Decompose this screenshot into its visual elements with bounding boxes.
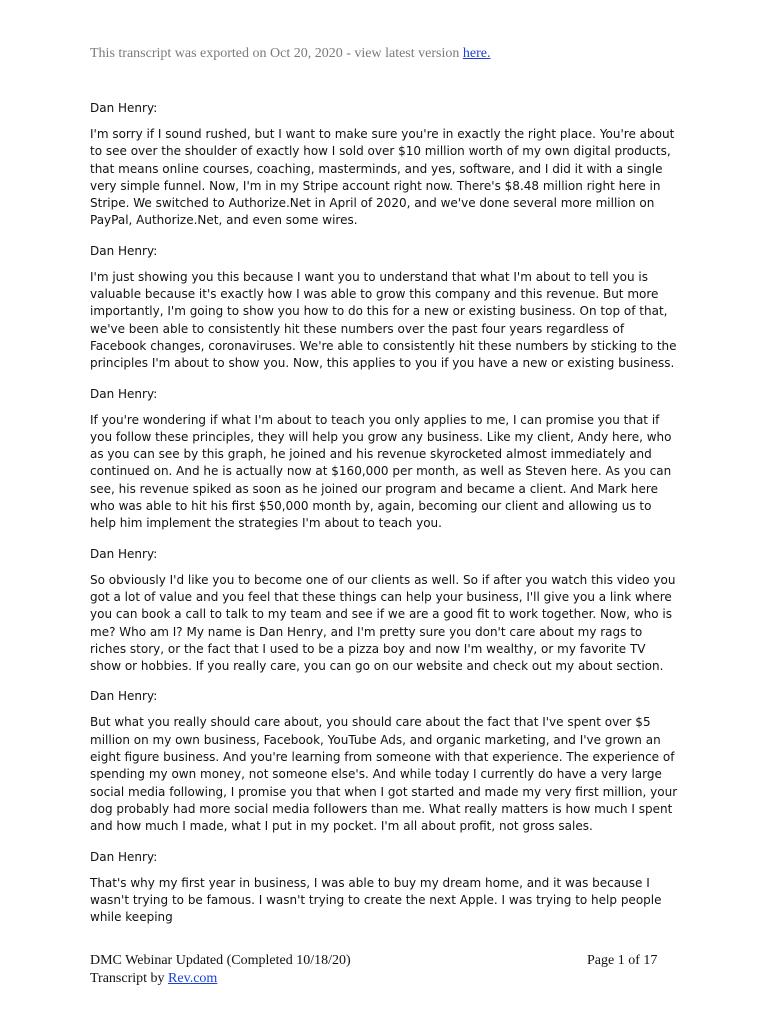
transcript-credit bbox=[90, 970, 351, 988]
transcript-block bbox=[90, 243, 680, 373]
export-notice bbox=[90, 46, 490, 62]
speech-paragraph: That's why my first year in business, I was able to buy my dream home, and it was because I wasn't trying to be famous. I wasn't trying to create the next Apple. I was trying to help people while keeping bbox=[90, 875, 662, 925]
page-number: Page 1 of 17 bbox=[587, 953, 658, 968]
transcript-block bbox=[90, 546, 680, 676]
speaker-name: Dan Henry: bbox=[90, 386, 158, 401]
transcript-block bbox=[90, 100, 680, 230]
document-title: DMC Webinar Updated (Completed 10/18/20) bbox=[90, 953, 351, 968]
speech-paragraph: I'm just showing you this because I want you to understand that what I'm about to tell you is valuable because it's exactly how I was able to grow this company and this revenue. But more importantly, I'm going to show you how to do this for a new or existing business. On top of that, we've been able to consistently hit these numbers over the past four years regardless of Facebook changes, coronaviruses. We're able to consistently hit these numbers by sticking to the principles I'm about to show you. Now, this applies to you if you have a new or existing business. bbox=[90, 269, 677, 371]
transcript-credit-text: Transcript by bbox=[90, 971, 169, 986]
speaker-name: Dan Henry: bbox=[90, 243, 158, 258]
rev-link[interactable]: Rev.com bbox=[168, 971, 218, 986]
speech-paragraph: I'm sorry if I sound rushed, but I want to make sure you're in exactly the right place. You're about to see over the shoulder of exactly how I sold over $10 million worth of my own digital products, that means online courses, coaching, masterminds, and yes, software, and I did it with a single very simple funnel. Now, I'm in my Stripe account right now. There's $8.48 million right here in Stripe. We switched to Authorize.Net in April of 2020, and we've done several more million on PayPal, Authorize.Net, and even some wires. bbox=[90, 127, 675, 228]
speech-paragraph: But what you really should care about, you should care about the fact that I've spent over $5 million on my own business, Facebook, YouTube Ads, and organic marketing, and I've grown an eight figure business. And you're learning from someone with that experience. The experience of spending my own money, not someone else's. And while today I currently do have a very large social media following, I promise you that when I got started and made my very first million, your dog probably had more social media followers than me. What really matters is how much I spent and how much I made, what I put in my pocket. I'm all about profit, not gross sales. bbox=[90, 715, 678, 834]
speaker-name: Dan Henry: bbox=[90, 849, 158, 864]
page-footer bbox=[90, 952, 351, 988]
transcript-block bbox=[90, 688, 680, 835]
speaker-name: Dan Henry: bbox=[90, 546, 158, 561]
speaker-name: Dan Henry: bbox=[90, 101, 158, 115]
latest-version-link[interactable]: here. bbox=[462, 46, 491, 61]
transcript-block bbox=[90, 386, 680, 533]
speech-paragraph: If you're wondering if what I'm about to teach you only applies to me, I can promise you that if you follow these principles, they will help you grow any business. Like my client, Andy here, who as you can see by this graph, he joined and his revenue skyrocketed almost immediately and continued on. And he is actually now at $160,000 per month, as well as Steven here. As you can see, his revenue spiked as soon as he joined our program and became a client. And Mark here who was able to hit his first $50,000 month by, again, becoming our client and allowing us to help him implement the strategies I'm about to teach you. bbox=[90, 412, 672, 531]
transcript-body bbox=[90, 100, 680, 939]
transcript-block bbox=[90, 849, 680, 927]
speaker-name: Dan Henry: bbox=[90, 689, 158, 704]
speech-paragraph: So obviously I'd like you to become one of our clients as well. So if after you watch this video you got a lot of value and you feel that these things can help your business, I'll give you a link where you can book a call to talk to my team and see if we are a good fit to work together. Now, who is me? Who am I? My name is Dan Henry, and I'm pretty sure you don't care about my rags to riches story, or the fact that I used to be a pizza boy and now I'm wealthy, or my favorite TV show or hobbies. If you really care, you can go on our website and check out my about section. bbox=[90, 572, 676, 674]
export-notice-text: This transcript was exported on Oct 20, 2020 - view latest version bbox=[90, 46, 463, 61]
